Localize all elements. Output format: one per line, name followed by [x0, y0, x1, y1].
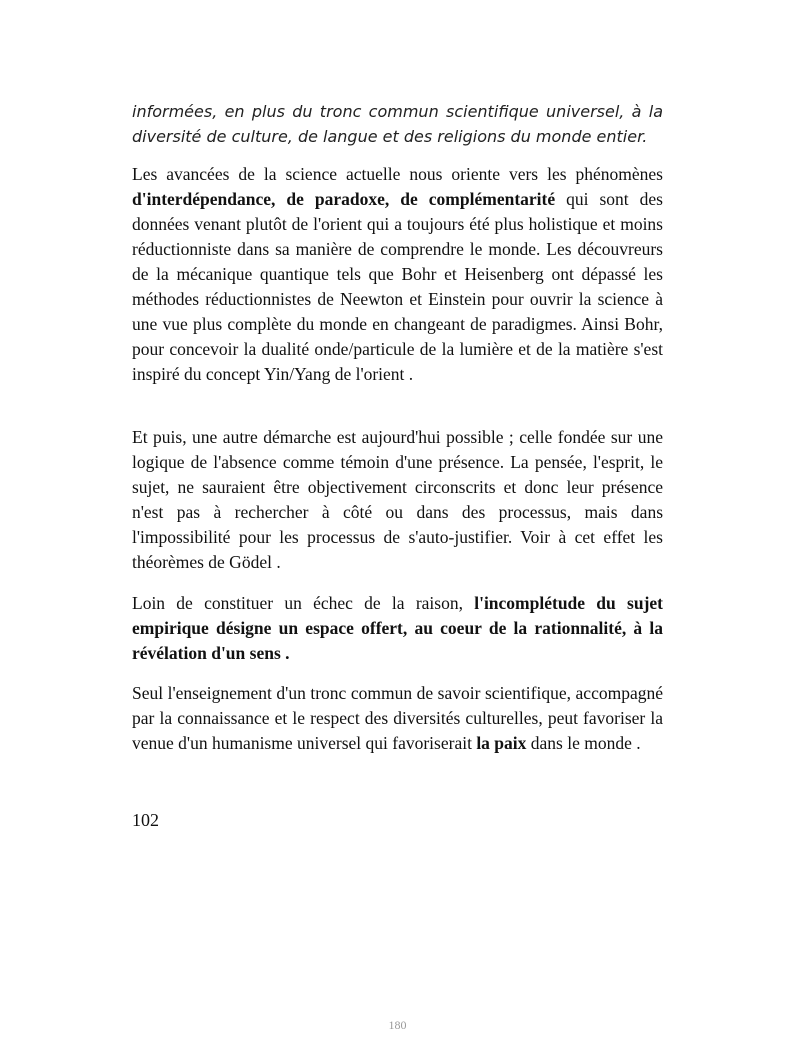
- paragraph4-part1: Loin de constituer un échec de la raison,: [132, 593, 475, 613]
- paragraph5-part2: dans le monde .: [526, 733, 641, 753]
- paragraph2-part1: Les avancées de la science actuelle nous oriente vers les phénomènes: [132, 164, 663, 184]
- paragraph-logic-absence: [132, 425, 663, 575]
- intro-italic-paragraph: [132, 99, 663, 149]
- paragraph2-bold-concepts: d'interdépendance, de paradoxe, de complémentarité: [132, 189, 556, 209]
- paragraph4-bold-statement: l'incomplétude du sujet empirique désigne un espace offert, au coeur de la rationnalité, à la révélation d'un sens .: [132, 593, 663, 663]
- page-number: 180: [388, 1018, 407, 1032]
- paragraph-science-orient: [132, 162, 663, 387]
- paragraph-humanism-peace: [132, 681, 663, 756]
- paragraph3-text: Et puis, une autre démarche est aujourd'hui possible ; celle fondée sur une logique de l'absence comme témoin d'une présence. La pensée, l'esprit, le sujet, ne sauraient être objectivement circonscrits et donc leur présence n'est pas à rechercher à côté ou dans des processus, mais dans l'impossibilité pour les processus de s'auto-justifier. Voir à cet effet les théorèmes de Gödel .: [132, 427, 663, 572]
- paragraph5-bold-peace: la paix: [476, 733, 527, 753]
- paragraph5-part1: Seul l'enseignement d'un tronc commun de savoir scientifique, accompagné par la connaissance et le respect des diversités culturelles, peut favoriser la venue d'un humanisme universel qui favoriserait: [132, 683, 663, 753]
- section-number: 102: [132, 810, 159, 830]
- paragraph2-part2: qui sont des données venant plutôt de l'orient qui a toujours été plus holistique et moins réductionniste dans sa manière de comprendre le monde. Les découvreurs de la mécanique quantique tels que Bohr et Heisenberg ont dépassé les méthodes réductionnistes de Neewton et Einstein pour ouvrir la science à une vue plus complète du monde en changeant de paradigmes. Ainsi Bohr, pour concevoir la dualité onde/particule de la lumière et de la matière s'est inspiré du concept Yin/Yang de l'orient .: [132, 189, 663, 384]
- intro-italic-text: informées, en plus du tronc commun scientifique universel, à la diversité de culture, de langue et des religions du monde entier.: [132, 102, 663, 146]
- paragraph-incompleteness: [132, 591, 663, 666]
